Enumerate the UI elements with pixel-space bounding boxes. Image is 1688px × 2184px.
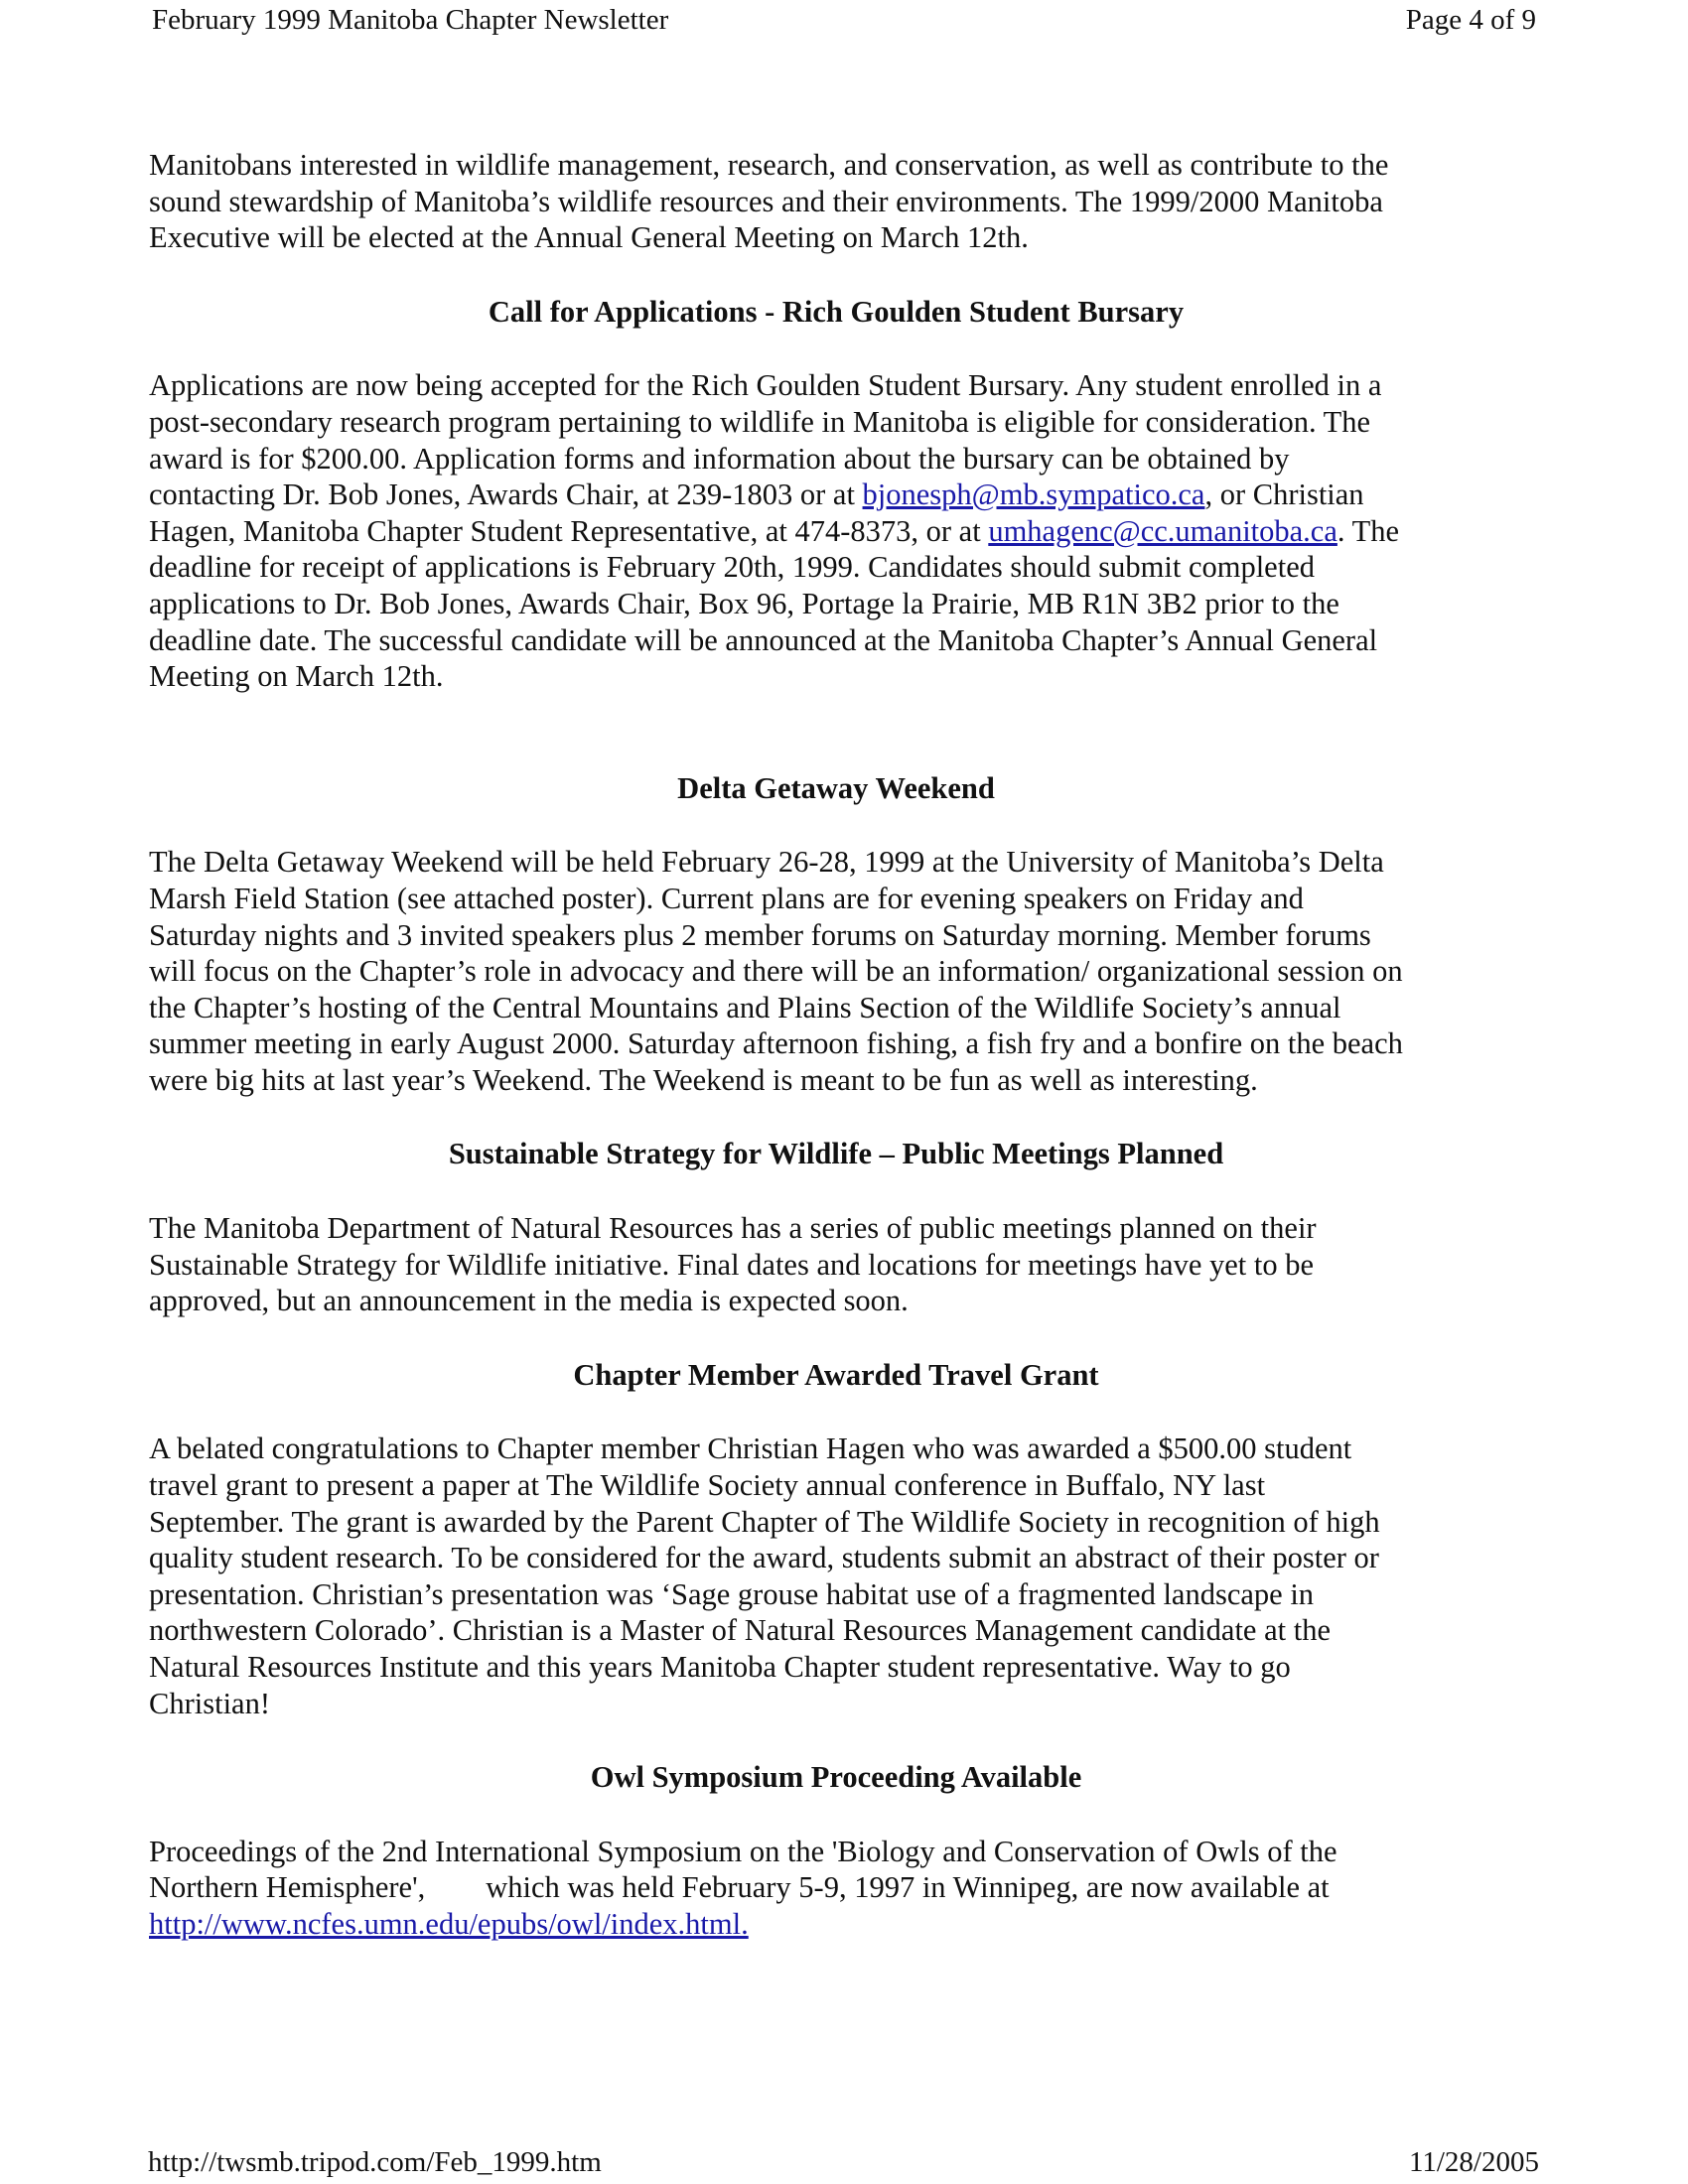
text-line: award is for $200.00. Application forms and information about the bursary can be obtained by xyxy=(149,441,1290,476)
grant-heading: Chapter Member Awarded Travel Grant xyxy=(573,1357,1099,1392)
strategy-heading: Sustainable Strategy for Wildlife – Public Meetings Planned xyxy=(448,1137,1224,1171)
text-fragment: Hagen, Manitoba Chapter Student Representative, at 474-8373, or at xyxy=(149,513,989,548)
source-url: http://twsmb.tripod.com/Feb_1999.htm xyxy=(148,2146,602,2178)
delta-paragraph xyxy=(149,844,1523,1098)
text-line: the Chapter’s hosting of the Central Mountains and Plains Section of the Wildlife Society’s annual xyxy=(149,990,1341,1024)
email-link-umhagenc[interactable]: umhagenc@cc.umanitoba.ca xyxy=(988,513,1337,548)
newsletter-title: February 1999 Manitoba Chapter Newsletter xyxy=(152,4,669,36)
text-line xyxy=(149,513,1523,550)
email-link-bjones[interactable]: bjonesph@mb.sympatico.ca xyxy=(862,478,1205,512)
intro-paragraph xyxy=(149,147,1523,256)
text-line: sound stewardship of Manitoba’s wildlife resources and their environments. The 1999/2000 Manitoba xyxy=(149,184,1383,218)
text-line xyxy=(149,1906,1523,1943)
text-fragment: , or Christian xyxy=(1204,478,1364,512)
grant-paragraph xyxy=(149,1431,1523,1721)
text-line: were big hits at last year’s Weekend. The Weekend is meant to be fun as well as interesting. xyxy=(149,1062,1258,1097)
text-line: Meeting on March 12th. xyxy=(149,659,444,694)
text-line: Christian! xyxy=(149,1686,270,1720)
text-line: Proceedings of the 2nd International Symposium on the 'Biology and Conservation of Owls of the xyxy=(149,1834,1337,1868)
text-line: The Manitoba Department of Natural Resources has a series of public meetings planned on their xyxy=(149,1211,1317,1246)
text-line: Manitobans interested in wildlife management, research, and conservation, as well as contribute to the xyxy=(149,148,1389,182)
text-line: The Delta Getaway Weekend will be held February 26-28, 1999 at the University of Manitoba’s Delta xyxy=(149,845,1384,880)
text-line: applications to Dr. Bob Jones, Awards Chair, Box 96, Portage la Prairie, MB R1N 3B2 prior to the xyxy=(149,586,1339,620)
text-line: northwestern Colorado’. Christian is a Master of Natural Resources Management candidate at the xyxy=(149,1613,1331,1648)
page-number: Page 4 of 9 xyxy=(1405,4,1536,36)
owl-proceedings-link[interactable]: http://www.ncfes.umn.edu/epubs/owl/index.html. xyxy=(149,1906,749,1941)
text-fragment: . The xyxy=(1336,513,1400,548)
text-line: travel grant to present a paper at The Wildlife Society annual conference in Buffalo, NY last xyxy=(149,1468,1266,1503)
owl-paragraph xyxy=(149,1834,1523,1943)
text-line: Natural Resources Institute and this years Manitoba Chapter student representative. Way to go xyxy=(149,1650,1291,1684)
text-line: deadline for receipt of applications is February 20th, 1999. Candidates should submit completed xyxy=(149,550,1315,585)
text-line: approved, but an announcement in the media is expected soon. xyxy=(149,1284,909,1318)
text-line: summer meeting in early August 2000. Saturday afternoon fishing, a fish fry and a bonfire on the beach xyxy=(149,1026,1403,1061)
owl-heading: Owl Symposium Proceeding Available xyxy=(590,1760,1082,1795)
text-line: will focus on the Chapter’s role in advocacy and there will be an information/ organizational session on xyxy=(149,954,1403,989)
delta-heading: Delta Getaway Weekend xyxy=(677,770,995,805)
text-line: Applications are now being accepted for the Rich Goulden Student Bursary. Any student enrolled in a xyxy=(149,368,1382,403)
text-line: September. The grant is awarded by the Parent Chapter of The Wildlife Society in recognition of high xyxy=(149,1504,1380,1539)
bursary-heading: Call for Applications - Rich Goulden Student Bursary xyxy=(488,294,1185,329)
page-footer xyxy=(148,2142,1539,2182)
bursary-paragraph xyxy=(149,367,1523,694)
text-line: presentation. Christian’s presentation was ‘Sage grouse habitat use of a fragmented landscape in xyxy=(149,1576,1315,1611)
text-line: post-secondary research program pertaining to wildlife in Manitoba is eligible for consideration. The xyxy=(149,404,1371,439)
newsletter-body xyxy=(149,147,1523,1943)
text-line: Sustainable Strategy for Wildlife initiative. Final dates and locations for meetings have yet to be xyxy=(149,1247,1315,1282)
text-line: Northern Hemisphere', which was held February 5-9, 1997 in Winnipeg, are now available at xyxy=(149,1870,1330,1905)
print-date: 11/28/2005 xyxy=(1408,2146,1539,2178)
text-line: deadline date. The successful candidate will be announced at the Manitoba Chapter’s Annual General xyxy=(149,622,1378,657)
strategy-paragraph xyxy=(149,1210,1523,1319)
text-line: quality student research. To be considered for the award, students submit an abstract of their poster or xyxy=(149,1541,1379,1575)
text-line: Saturday nights and 3 invited speakers plus 2 member forums on Saturday morning. Member forums xyxy=(149,917,1371,952)
page-header xyxy=(152,0,1536,40)
text-line: Executive will be elected at the Annual General Meeting on March 12th. xyxy=(149,220,1029,255)
text-fragment: contacting Dr. Bob Jones, Awards Chair, at 239-1803 or at xyxy=(149,478,863,512)
text-line xyxy=(149,477,1523,513)
text-line: Marsh Field Station (see attached poster). Current plans are for evening speakers on Friday and xyxy=(149,881,1304,915)
text-line: A belated congratulations to Chapter member Christian Hagen who was awarded a $500.00 student xyxy=(149,1432,1352,1466)
